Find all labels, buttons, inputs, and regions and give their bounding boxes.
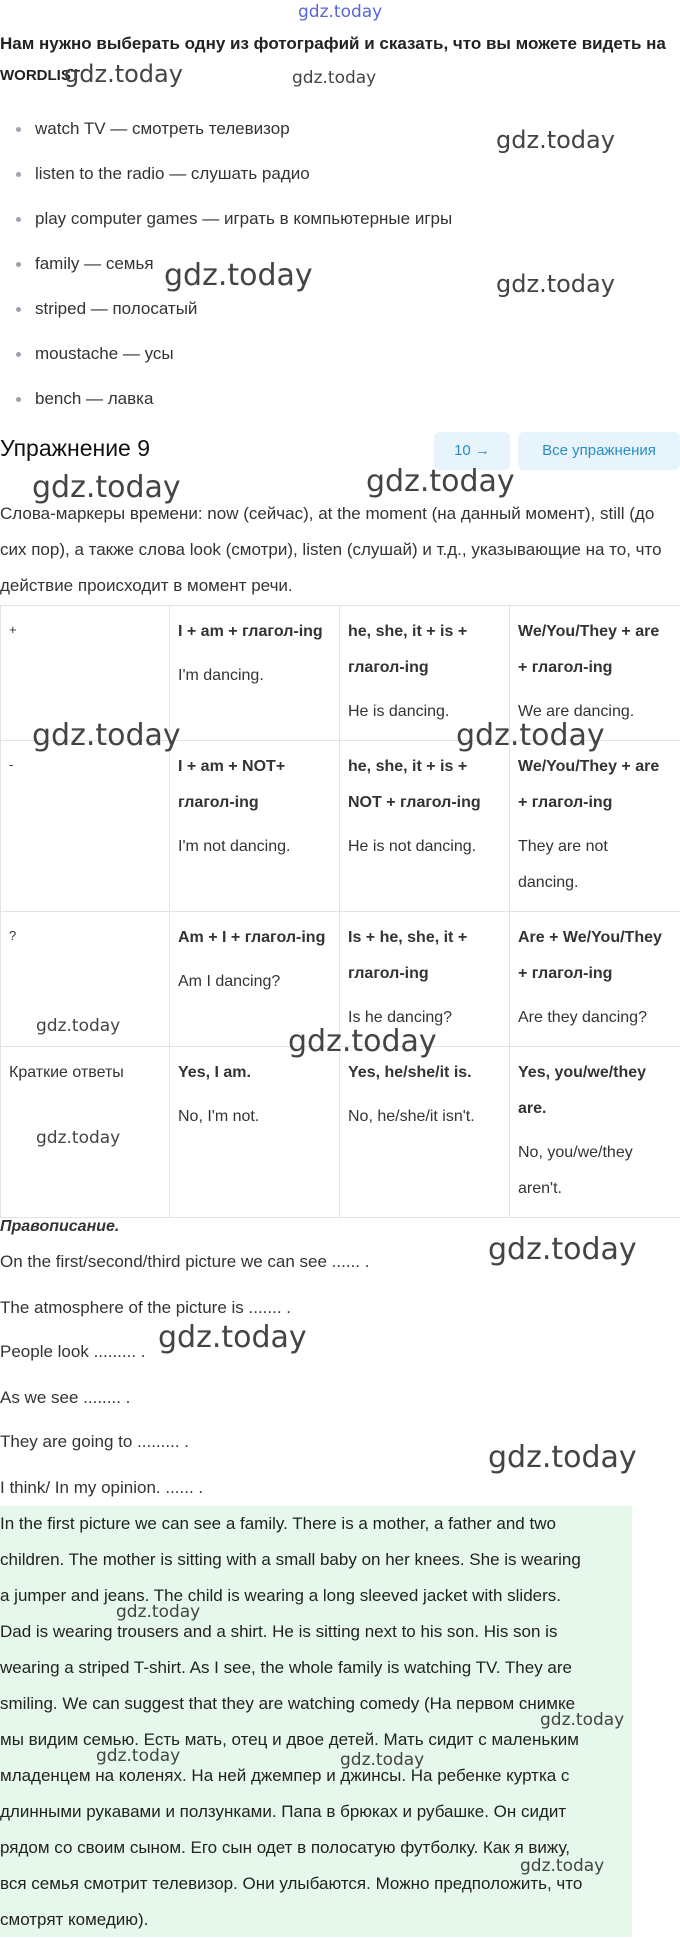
watermark: gdz.today [488,1232,637,1267]
watermark: gdz.today [456,718,605,753]
answer-line: вся семья смотрит телевизор. Они улыбаются. Можно предположить, что [0,1866,632,1902]
next-exercise-button[interactable]: 10 → [434,432,510,470]
formula: I + am + NOT+ глагол-ing [178,749,331,821]
answer-line: wearing a striped T-shirt. As I see, the whole family is watching TV. They are [0,1650,632,1686]
formula: I + am + глагол-ing [178,614,331,650]
list-item: moustache — усы [0,331,452,376]
row-label: + [1,606,170,741]
list-item: striped — полосатый [0,286,452,331]
answer-line: длинными рукавами и ползунками. Папа в брюках и рубашке. Он сидит [0,1794,632,1830]
formula: We/You/They + are + глагол-ing [518,614,672,686]
all-exercises-button[interactable]: Все упражнения [518,432,680,470]
table-cell [170,741,340,912]
template-line: On the first/second/third picture we can see ...... . [0,1252,369,1272]
table-cell [510,912,680,1047]
answer-line: смотрят комедию). [0,1902,632,1938]
spelling-heading: Правописание. [0,1218,119,1236]
template-line: People look ......... . [0,1342,146,1362]
formula: he, she, it + is + глагол-ing [348,614,501,686]
list-item: family — семья [0,241,452,286]
example: I'm dancing. [178,658,331,694]
list-item: listen to the radio — слушать радио [0,151,452,196]
answer-line: a jumper and jeans. The child is wearing a long sleeved jacket with sliders. [0,1578,632,1614]
example: I'm not dancing. [178,829,331,865]
row-label: Краткие ответы [1,1047,170,1218]
answer-line: In the first picture we can see a family. There is a mother, a father and two [0,1506,632,1542]
formula: Am + I + глагол-ing [178,920,331,956]
grammar-table [0,605,680,1218]
watermark: gdz.today [158,1320,307,1355]
example: No, you/we/they aren't. [518,1135,672,1207]
template-line: The atmosphere of the picture is ....... . [0,1298,291,1318]
watermark: gdz.today [164,258,313,293]
list-item: watch TV — смотреть телевизор [0,106,452,151]
watermark: gdz.today [496,270,615,298]
list-item: bench — лавка [0,376,452,421]
table-cell [340,741,510,912]
table-cell [340,1047,510,1218]
example: He is dancing. [348,694,501,730]
list-item: play computer games — играть в компьютерные игры [0,196,452,241]
watermark: gdz.today [288,1024,437,1059]
example: He is not dancing. [348,829,501,865]
exercise-title: Упражнение 9 [0,435,150,462]
row-label: - [1,741,170,912]
template-line: As we see ........ . [0,1388,130,1408]
example: Am I dancing? [178,964,331,1000]
table-cell [170,1047,340,1218]
answer-line: младенцем на коленях. На ней джемпер и джинсы. На ребенке куртка с [0,1758,632,1794]
table-row [1,741,680,912]
example: No, he/she/it isn't. [348,1099,501,1135]
watermark-top: gdz.today [298,2,382,22]
example: They are not dancing. [518,829,672,901]
watermark: gdz.today [292,68,376,88]
example: Are they dancing? [518,1000,672,1036]
wordlist-heading: WORDLIST [0,60,680,92]
watermark: gdz.today [540,1710,624,1730]
formula: he, she, it + is + NOT + глагол-ing [348,749,501,821]
table-cell [510,741,680,912]
formula: We/You/They + are + глагол-ing [518,749,672,821]
rule-text: Слова-маркеры времени: now (сейчас), at the moment (на данный момент), still (до сих пор), а также слова look (смотри), listen (слушай) и т.д., указывающие на то, что действие происходит в момент речи. [0,496,676,604]
watermark: gdz.today [520,1856,604,1876]
formula: Yes, he/she/it is. [348,1055,501,1091]
answer-line: smiling. We can suggest that they are watching comedy (На первом снимке [0,1686,632,1722]
template-line: I think/ In my opinion. ...... . [0,1478,203,1498]
formula: Yes, you/we/they are. [518,1055,672,1127]
watermark: gdz.today [116,1602,200,1622]
watermark: gdz.today [36,1128,120,1148]
watermark: gdz.today [488,1440,637,1475]
example: We are dancing. [518,694,672,730]
watermark: gdz.today [36,1016,120,1036]
formula: Are + We/You/They + глагол-ing [518,920,672,992]
watermark: gdz.today [64,60,183,88]
answer-line: рядом со своим сыном. Его сын одет в полосатую футболку. Как я вижу, [0,1830,632,1866]
watermark: gdz.today [96,1746,180,1766]
watermark: gdz.today [32,470,181,505]
formula: Is + he, she, it + глагол-ing [348,920,501,992]
intro-line: Нам нужно выберать одну из фотографий и сказать, что вы можете видеть на [0,28,680,60]
example: Is he dancing? [348,1000,501,1036]
row-label: ? [1,912,170,1047]
table-cell [170,606,340,741]
watermark: gdz.today [32,718,181,753]
watermark: gdz.today [366,464,515,499]
formula: Yes, I am. [178,1055,331,1091]
answer-line: мы видим семью. Есть мать, отец и двое детей. Мать сидит с маленьким [0,1722,632,1758]
watermark: gdz.today [340,1750,424,1770]
template-line: They are going to ......... . [0,1432,189,1452]
watermark: gdz.today [496,126,615,154]
answer-line: Dad is wearing trousers and a shirt. He is sitting next to his son. His son is [0,1614,632,1650]
table-cell [510,1047,680,1218]
answer-line: children. The mother is sitting with a small baby on her knees. She is wearing [0,1542,632,1578]
example: No, I'm not. [178,1099,331,1135]
